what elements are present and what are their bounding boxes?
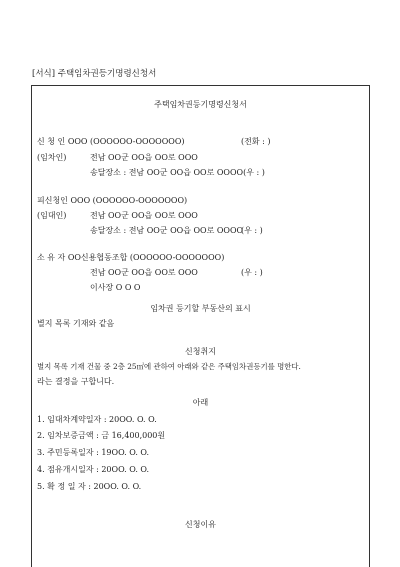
purpose-text-2: 라는 결정을 구합니다.: [37, 377, 115, 386]
respondent-zip: (우 : ): [241, 226, 263, 235]
respondent-delivery: 송달장소 : 전남 OO군 OO읍 OO로 OOOO: [90, 226, 244, 235]
applicant-role: (임차인): [37, 153, 67, 162]
applicant-line: 신 청 인 OOO (OOOOOO-OOOOOOO): [37, 137, 185, 146]
form-label: [서식] 주택임차권등기명령신청서: [32, 69, 157, 79]
applicant-address: 전남 OO군 OO읍 OO로 OOO: [90, 153, 198, 162]
purpose-heading: 신청취지: [185, 347, 216, 356]
owner-zip: (우 : ): [241, 268, 263, 277]
property-text: 별지 목록 기재와 같음: [37, 319, 115, 328]
document-title: 주택임차권등기명령신청서: [154, 100, 247, 109]
owner-line: 소 유 자 OO신용협동조합 (OOOOOO-OOOOOOO): [37, 253, 225, 262]
list-item: 2. 임차보증금액 : 금 16,400,000원: [37, 431, 166, 440]
applicant-phone: (전화 : ): [241, 137, 271, 146]
respondent-address: 전남 OO군 OO읍 OO로 OOO: [90, 211, 198, 220]
below-heading: 아래: [192, 398, 209, 407]
purpose-text-1: 별지 목록 기재 건물 중 2층 25㎡에 관하여 아래와 같은 주택임차권등기를 명한다.: [37, 362, 301, 371]
owner-address: 전남 OO군 OO읍 OO로 OOO: [90, 268, 198, 277]
reason-heading: 신청이유: [185, 520, 216, 529]
applicant-delivery: 송달장소 : 전남 OO군 OO읍 OO로 OOOO(우 : ): [90, 168, 265, 177]
list-item: 4. 점유개시일자 : 20OO. O. O.: [37, 465, 150, 474]
list-item: 1. 임대차계약일자 : 20OO. O. O.: [37, 415, 157, 424]
list-item: 3. 주민등록일자 : 19OO. O. O.: [37, 448, 150, 457]
respondent-line: 피신청인 OOO (OOOOOO-OOOOOOO): [37, 196, 188, 205]
owner-director: 이사장 O O O: [90, 283, 141, 292]
property-heading: 임차권 등기할 부동산의 표시: [150, 304, 251, 313]
list-item: 5. 확 정 일 자 : 20OO. O. O.: [37, 482, 142, 491]
respondent-role: (임대인): [37, 211, 67, 220]
